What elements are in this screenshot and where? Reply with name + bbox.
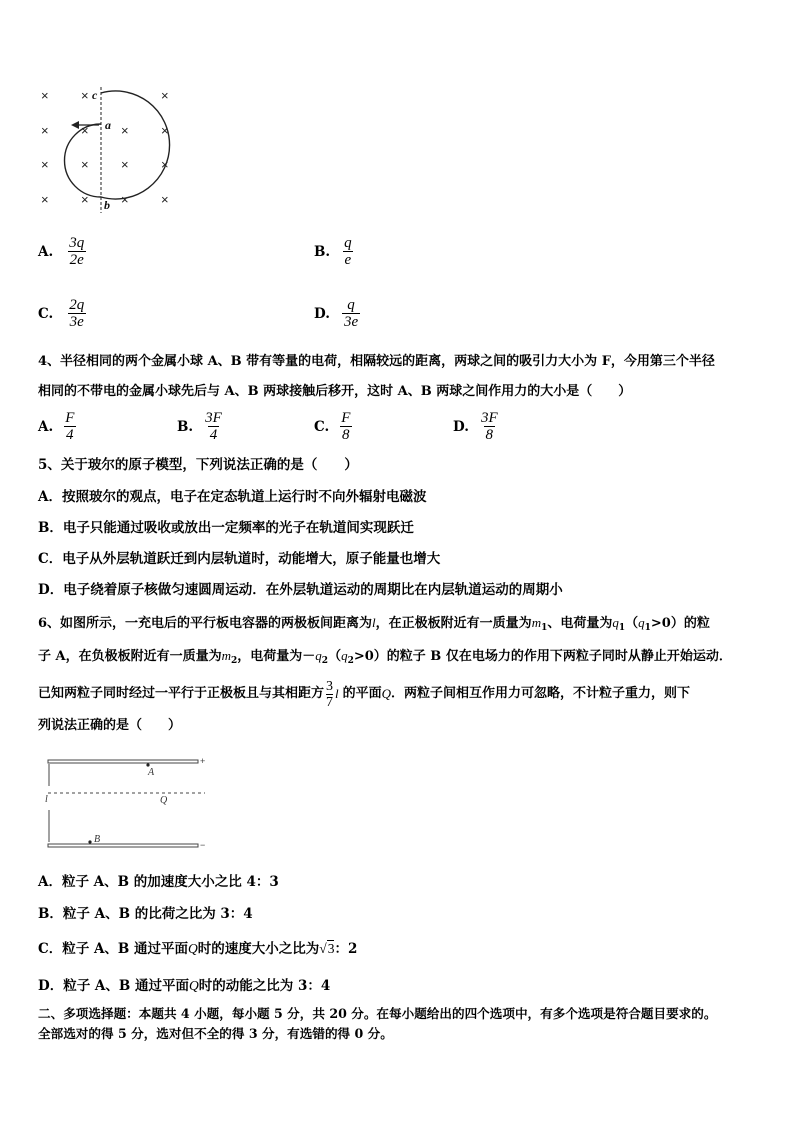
minus-sign: − bbox=[200, 840, 206, 850]
point-b-label: b bbox=[104, 198, 110, 212]
fraction: $\frac{3F}{8}$ bbox=[480, 410, 498, 443]
field-cross: × bbox=[161, 88, 169, 103]
arrow-head bbox=[71, 121, 79, 129]
field-cross: × bbox=[41, 157, 49, 172]
field-cross: × bbox=[41, 88, 49, 103]
fraction: $\frac{q}{e}$ bbox=[344, 235, 352, 268]
q4-option-b[interactable]: B. $\frac{3F}{4}$ bbox=[177, 410, 222, 443]
field-cross: × bbox=[81, 192, 89, 207]
q5-option-b[interactable]: B．电子只能通过吸收或放出一定频率的光子在轨道间实现跃迁 bbox=[38, 520, 414, 536]
fraction-three-sevenths: 3 7 bbox=[326, 678, 334, 710]
orbit-path bbox=[65, 91, 170, 199]
q3-option-c[interactable]: C. $\frac{2q}{3e}$ bbox=[38, 297, 85, 330]
q6-option-c[interactable]: C．粒子 A、B 通过平面Q时的速度大小之比为√3：2 bbox=[38, 941, 358, 957]
field-cross: × bbox=[161, 192, 169, 207]
field-cross: × bbox=[121, 157, 129, 172]
particle-b bbox=[88, 840, 91, 843]
q3-option-a[interactable]: A. $\frac{3q}{2e}$ bbox=[38, 235, 85, 268]
field-cross: × bbox=[41, 123, 49, 138]
q4-option-c[interactable]: C. $\frac{F}{8}$ bbox=[314, 410, 351, 443]
field-cross: × bbox=[161, 157, 169, 172]
fraction: $\frac{F}{4}$ bbox=[65, 410, 75, 443]
field-cross: × bbox=[81, 157, 89, 172]
q6-option-a[interactable]: A．粒子 A、B 的加速度大小之比 4：3 bbox=[38, 874, 279, 890]
label-l: l bbox=[45, 794, 48, 805]
q5-stem: 5、关于玻尔的原子模型，下列说法正确的是（ ） bbox=[38, 457, 358, 473]
q4-option-d[interactable]: D. $\frac{3F}{8}$ bbox=[453, 410, 498, 443]
q6-stem-line-1: 6、如图所示，一充电后的平行板电容器的两极板间距离为l，在正极板附近有一质量为$m_1$、电荷量为$q_1(q_1>0)$的粒 bbox=[38, 615, 710, 633]
q4-stem-line-1: 4、半径相同的两个金属小球 A、B 带有等量的电荷，相隔较远的距离，两球之间的吸引力大小为 F，今用第三个半径 bbox=[38, 354, 715, 369]
fraction: $\frac{3F}{4}$ bbox=[205, 410, 222, 443]
negative-plate bbox=[48, 844, 198, 847]
q6-stem-line-3: 已知两粒子同时经过一平行于正极板且与其相距方 3 7 l 的平面 Q ．两粒子间相互作用力可忽略，不计粒子重力，则下 bbox=[38, 678, 691, 710]
point-c-label: c bbox=[92, 88, 98, 102]
point-a-label: a bbox=[105, 118, 111, 132]
fraction: $\frac{3q}{2e}$ bbox=[69, 235, 85, 268]
magnetic-field-figure bbox=[35, 85, 185, 215]
fraction: $\frac{q}{3e}$ bbox=[343, 297, 359, 330]
positive-plate bbox=[48, 760, 198, 763]
field-cross: × bbox=[161, 123, 169, 138]
field-cross: × bbox=[81, 123, 89, 138]
label-b: B bbox=[94, 834, 101, 845]
field-cross: × bbox=[41, 192, 49, 207]
label-a: A bbox=[148, 767, 155, 778]
q6-option-b[interactable]: B．粒子 A、B 的比荷之比为 3：4 bbox=[38, 906, 253, 922]
q6-stem-line-4: 列说法正确的是（ ） bbox=[38, 718, 182, 733]
q5-option-d[interactable]: D．电子绕着原子核做匀速圆周运动．在外层轨道运动的周期比在内层轨道运动的周期小 bbox=[38, 582, 563, 598]
fraction: $\frac{2q}{3e}$ bbox=[69, 297, 85, 330]
field-cross: × bbox=[121, 123, 129, 138]
field-cross: × bbox=[81, 88, 89, 103]
fraction: $\frac{F}{8}$ bbox=[341, 410, 351, 443]
label-q: Q bbox=[160, 795, 168, 806]
q6-option-d[interactable]: D．粒子 A、B 通过平面Q时的动能之比为 3：4 bbox=[38, 978, 331, 994]
q5-option-a[interactable]: A．按照玻尔的观点，电子在定态轨道上运行时不向外辐射电磁波 bbox=[38, 489, 427, 505]
field-cross: × bbox=[121, 192, 129, 207]
q3-option-b[interactable]: B. $\frac{q}{e}$ bbox=[314, 235, 352, 268]
section2-heading-line-2: 全部选对的得 5 分，选对但不全的得 3 分，有选错的得 0 分。 bbox=[38, 1026, 393, 1041]
square-root: √3 bbox=[319, 941, 335, 956]
q6-stem-line-2: 子 A，在负极板附近有一质量为$m_2$，电荷量为$-q_2(q_2>0)$的粒子 B 仅在电场力的作用下两粒子同时从静止开始运动． bbox=[38, 648, 732, 666]
q4-option-a[interactable]: A. $\frac{F}{4}$ bbox=[38, 410, 75, 443]
q3-option-d[interactable]: D. $\frac{q}{3e}$ bbox=[314, 297, 359, 330]
q4-stem-line-2: 相同的不带电的金属小球先后与 A、B 两球接触后移开，这时 A、B 两球之间作用力的大小是（ ） bbox=[38, 384, 632, 399]
q5-option-c[interactable]: C．电子从外层轨道跃迁到内层轨道时，动能增大，原子能量也增大 bbox=[38, 551, 441, 567]
section2-heading-line-1: 二、多项选择题：本题共 4 小题，每小题 5 分，共 20 分。在每小题给出的四个选项中，有多个选项是符合题目要求的。 bbox=[38, 1006, 717, 1021]
plus-sign: + bbox=[200, 756, 206, 766]
capacitor-figure bbox=[40, 752, 210, 854]
